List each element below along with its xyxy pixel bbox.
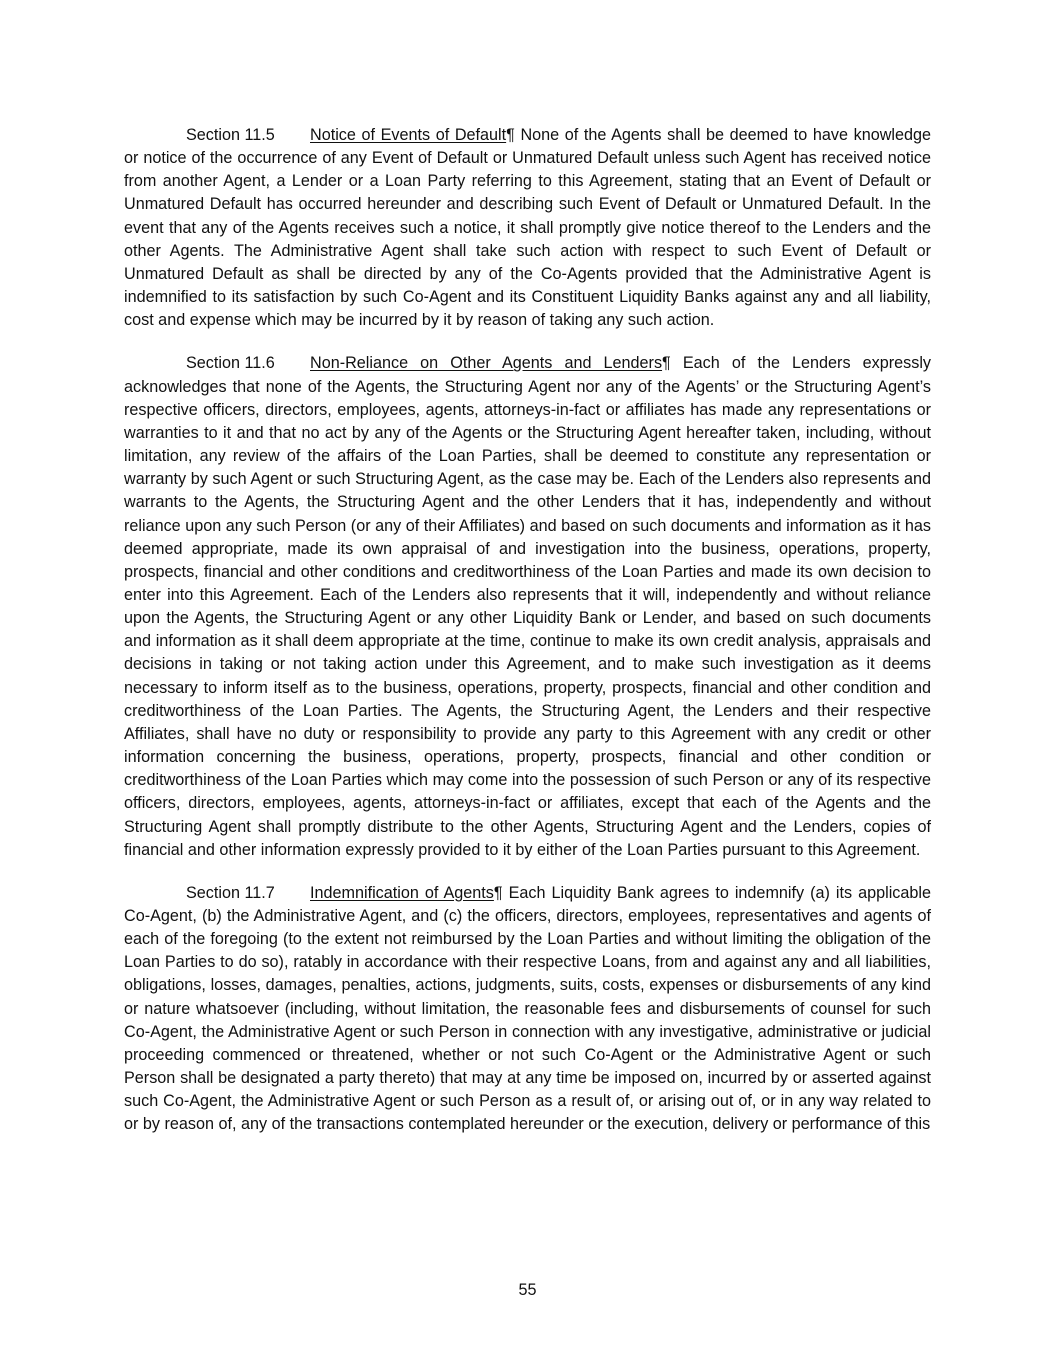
section-number: Section 11.7 (186, 883, 275, 902)
section-title: Indemnification of Agents (310, 883, 494, 902)
section-11-7 (124, 882, 931, 1137)
pilcrow-mark: ¶ (493, 883, 503, 902)
section-body: Each Liquidity Bank agrees to indemnify (a) its applicable Co-Agent, (b) the Administrative Agent, and (c) the officers, directors, employees, representatives and agents of each of the foregoing (to the extent not reimbursed by the Loan Parties and without limiting the obligation of the Loan Parties to do so), ratably in accordance with their respective Loans, from and against any and all liabilities, obligations, losses, damages, penalties, actions, judgments, suits, costs, expenses or disbursements of any kind or nature whatsoever (including, without limitation, the reasonable fees and disbursements of counsel for such Co-Agent, the Administrative Agent or such Person in connection with any investigative, administrative or judicial proceeding commenced or threatened, whether or not such Co-Agent or the Administrative Agent or such Person shall be designated a party thereto) that may at any time be imposed on, incurred by or asserted against such Co-Agent, the Administrative Agent or such Person as a result of, or arising out of, or in any way related to or by reason of, any of the transactions contemplated hereunder or the execution, delivery or performance of this (124, 883, 932, 1134)
section-title: Non-Reliance on Other Agents and Lenders (310, 354, 663, 373)
section-body: None of the Agents shall be deemed to have knowledge or notice of the occurrence of any Event of Default or Unmatured Default unless such Agent has received notice from another Agent, a Lender or a Loan Party referring to this Agreement, stating that an Event of Default or Unmatured Default has occurred hereunder and describing such Event of Default or Unmatured Default. In the event that any of the Agents receives such a notice, it shall promptly give notice thereof to the Lenders and the other Agents. The Administrative Agent shall take such action with respect to such Event of Default or Unmatured Default as shall be directed by any of the Co-Agents provided that the Administrative Agent is indemnified to its satisfaction by such Co-Agent and its Constituent Liquidity Banks against any and all liability, cost and expense which may be incurred by it by reason of taking any such action. (124, 126, 931, 330)
pilcrow-mark: ¶ (662, 354, 671, 373)
section-11-6 (124, 352, 931, 861)
section-number: Section 11.5 (186, 126, 275, 144)
document-page (124, 124, 931, 1157)
pilcrow-mark: ¶ (506, 126, 515, 144)
page-number: 55 (518, 1281, 537, 1299)
section-number: Section 11.6 (186, 354, 275, 373)
section-title: Notice of Events of Default (310, 126, 507, 144)
section-11-5 (124, 124, 931, 332)
section-body: Each of the Lenders expressly acknowledges that none of the Agents, the Structuring Agent nor any of the Agents’ or the Structuring Agent’s respective officers, directors, employees, agents, attorneys-in-fact or affiliates has made any representations or warranties to it and that no act by any of the Agents or the Structuring Agent hereafter taken, including, without limitation, any review of the affairs of the Loan Parties, shall be deemed to constitute any representation or warranty by such Agent or such Structuring Agent, as the case may be. Each of the Lenders also represents and warrants to the Agents, the Structuring Agent and the other Lenders that it has, independently and without reliance upon any such Person (or any of their Affiliates) and based on such documents and information as it has deemed appropriate, made its own appraisal of and investigation into the business, operations, property, prospects, financial and other conditions and creditworthiness of the Loan Parties and made its own decision to enter into this Agreement. Each of the Lenders also represents that it will, independently and without reliance upon the Agents, the Structuring Agent or any other Liquidity Bank or Lender, and based on such documents and information as it shall deem appropriate at the time, continue to make its own credit analysis, appraisals and decisions in taking or not taking action under this Agreement, and to make such investigation as it deems necessary to inform itself as to the business, operations, property, prospects, financial and other condition and creditworthiness of the Loan Parties. The Agents, the Structuring Agent, the Lenders and their respective Affiliates, shall have no duty or responsibility to provide any party to this Agreement with any credit or other information concerning the business, operations, property, prospects, financial and other condition or creditworthiness of the Loan Parties which may come into the possession of such Person or any of its respective officers, directors, employees, agents, attorneys-in-fact or affiliates, except that each of the Agents and the Structuring Agent shall promptly distribute to the other Agents, Structuring Agent and the Lenders, copies of financial and other information expressly provided to it by either of the Loan Parties pursuant to this Agreement. (124, 354, 932, 859)
